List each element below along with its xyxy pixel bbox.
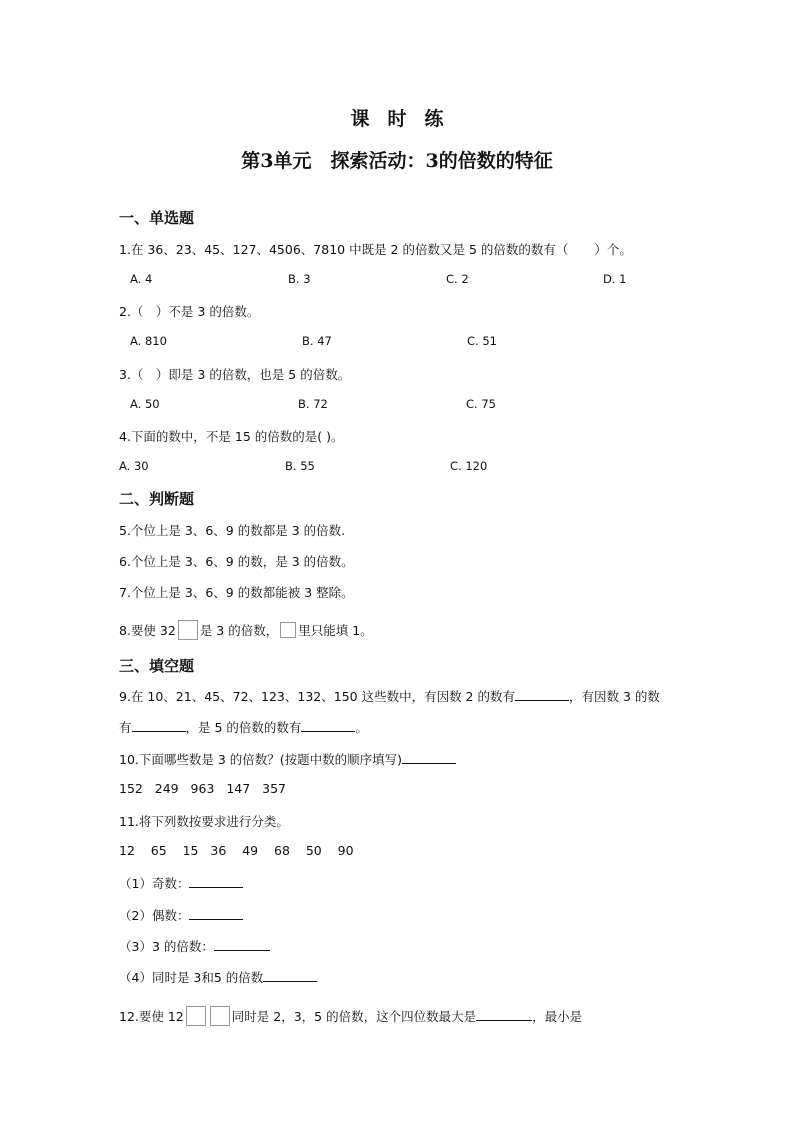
answer-blank[interactable]	[214, 938, 270, 952]
question-11-part-3	[119, 937, 270, 955]
question-3: 3.（ ）即是 3 的倍数，也是 5 的倍数。	[119, 367, 351, 382]
part-label: （2）偶数：	[119, 908, 190, 923]
digit-box	[178, 620, 198, 640]
option-a: A. 810	[130, 334, 167, 348]
section-heading-true-false: 二、判断题	[119, 490, 195, 508]
answer-blank[interactable]	[515, 688, 569, 702]
option-c: C. 51	[467, 334, 497, 348]
question-1-text-b: ）个。	[594, 242, 632, 257]
question-9-line-1	[119, 687, 660, 705]
option-c: C. 2	[446, 272, 469, 286]
question-8-text-a: 8.要使 32	[119, 623, 176, 638]
section-heading-fill-blank: 三、填空题	[119, 657, 195, 675]
option-b: B. 55	[285, 459, 315, 473]
option-b: B. 72	[298, 397, 328, 411]
question-4: 4.下面的数中，不是 15 的倍数的是( )。	[119, 429, 344, 444]
question-9-text-a: 9.在 10、21、45、72、123、132、150 这些数中，有因数 2 的数有	[119, 689, 515, 704]
question-8-text-b: 是 3 的倍数，	[199, 623, 279, 638]
part-label: （3）3 的倍数：	[119, 939, 214, 954]
question-12-text-c: ，最小是	[532, 1009, 583, 1024]
question-11: 11.将下列数按要求进行分类。	[119, 814, 289, 829]
question-9-text-b: ，有因数 3 的数	[568, 689, 660, 704]
question-9-text-c: 有	[119, 720, 132, 735]
option-c: C. 120	[450, 459, 488, 473]
question-11-part-4	[119, 968, 317, 986]
question-7: 7.个位上是 3、6、9 的数都能被 3 整除。	[119, 585, 354, 600]
part-label: （1）奇数：	[119, 876, 190, 891]
question-1	[119, 240, 632, 258]
digit-box	[210, 1006, 230, 1026]
option-b: B. 3	[288, 272, 311, 286]
option-a: A. 4	[130, 272, 153, 286]
part-label: （4）同时是 3和5 的倍数	[119, 970, 264, 985]
option-d: D. 1	[603, 272, 627, 286]
question-12-text-a: 12.要使 12	[119, 1009, 184, 1024]
answer-blank[interactable]	[132, 719, 186, 733]
answer-blank[interactable]	[476, 1008, 532, 1022]
option-a: A. 50	[130, 397, 160, 411]
question-2: 2.（ ）不是 3 的倍数。	[119, 304, 260, 319]
answer-blank[interactable]	[189, 875, 243, 889]
question-1-text-a: 1.在 36、23、45、127、4506、7810 中既是 2 的倍数又是 5 的倍数的数有（	[119, 242, 569, 257]
question-11-part-2	[119, 906, 243, 924]
question-12-text-b: 同时是 2，3，5 的倍数，这个四位数最大是	[231, 1009, 477, 1024]
page-subtitle: 第3单元 探索活动：3的倍数的特征	[241, 150, 553, 172]
question-10-text: 10.下面哪些数是 3 的倍数？(按题中数的顺序填写)	[119, 752, 403, 767]
answer-blank[interactable]	[301, 719, 355, 733]
question-10	[119, 750, 456, 768]
question-11-part-1	[119, 874, 243, 892]
answer-blank[interactable]	[189, 907, 243, 921]
question-9-line-2	[119, 718, 368, 736]
page-title: 课时练	[350, 108, 462, 130]
question-8-text-c: 里只能填 1。	[298, 623, 373, 638]
question-9-text-e: 。	[355, 720, 368, 735]
section-heading-single-choice: 一、单选题	[119, 209, 195, 227]
option-b: B. 47	[302, 334, 332, 348]
question-12	[119, 1006, 582, 1026]
option-a: A. 30	[119, 459, 149, 473]
question-10-numbers: 152 249 963 147 357	[119, 781, 286, 796]
answer-blank[interactable]	[263, 969, 317, 983]
question-5: 5.个位上是 3、6、9 的数都是 3 的倍数.	[119, 523, 346, 538]
question-11-numbers: 12 65 15 36 49 68 50 90	[119, 843, 354, 858]
digit-box	[280, 622, 296, 638]
answer-blank[interactable]	[402, 751, 456, 765]
question-9-text-d: ，是 5 的倍数的数有	[185, 720, 302, 735]
question-8	[119, 620, 373, 640]
digit-box	[186, 1006, 206, 1026]
question-6: 6.个位上是 3、6、9 的数，是 3 的倍数。	[119, 554, 354, 569]
option-c: C. 75	[466, 397, 496, 411]
